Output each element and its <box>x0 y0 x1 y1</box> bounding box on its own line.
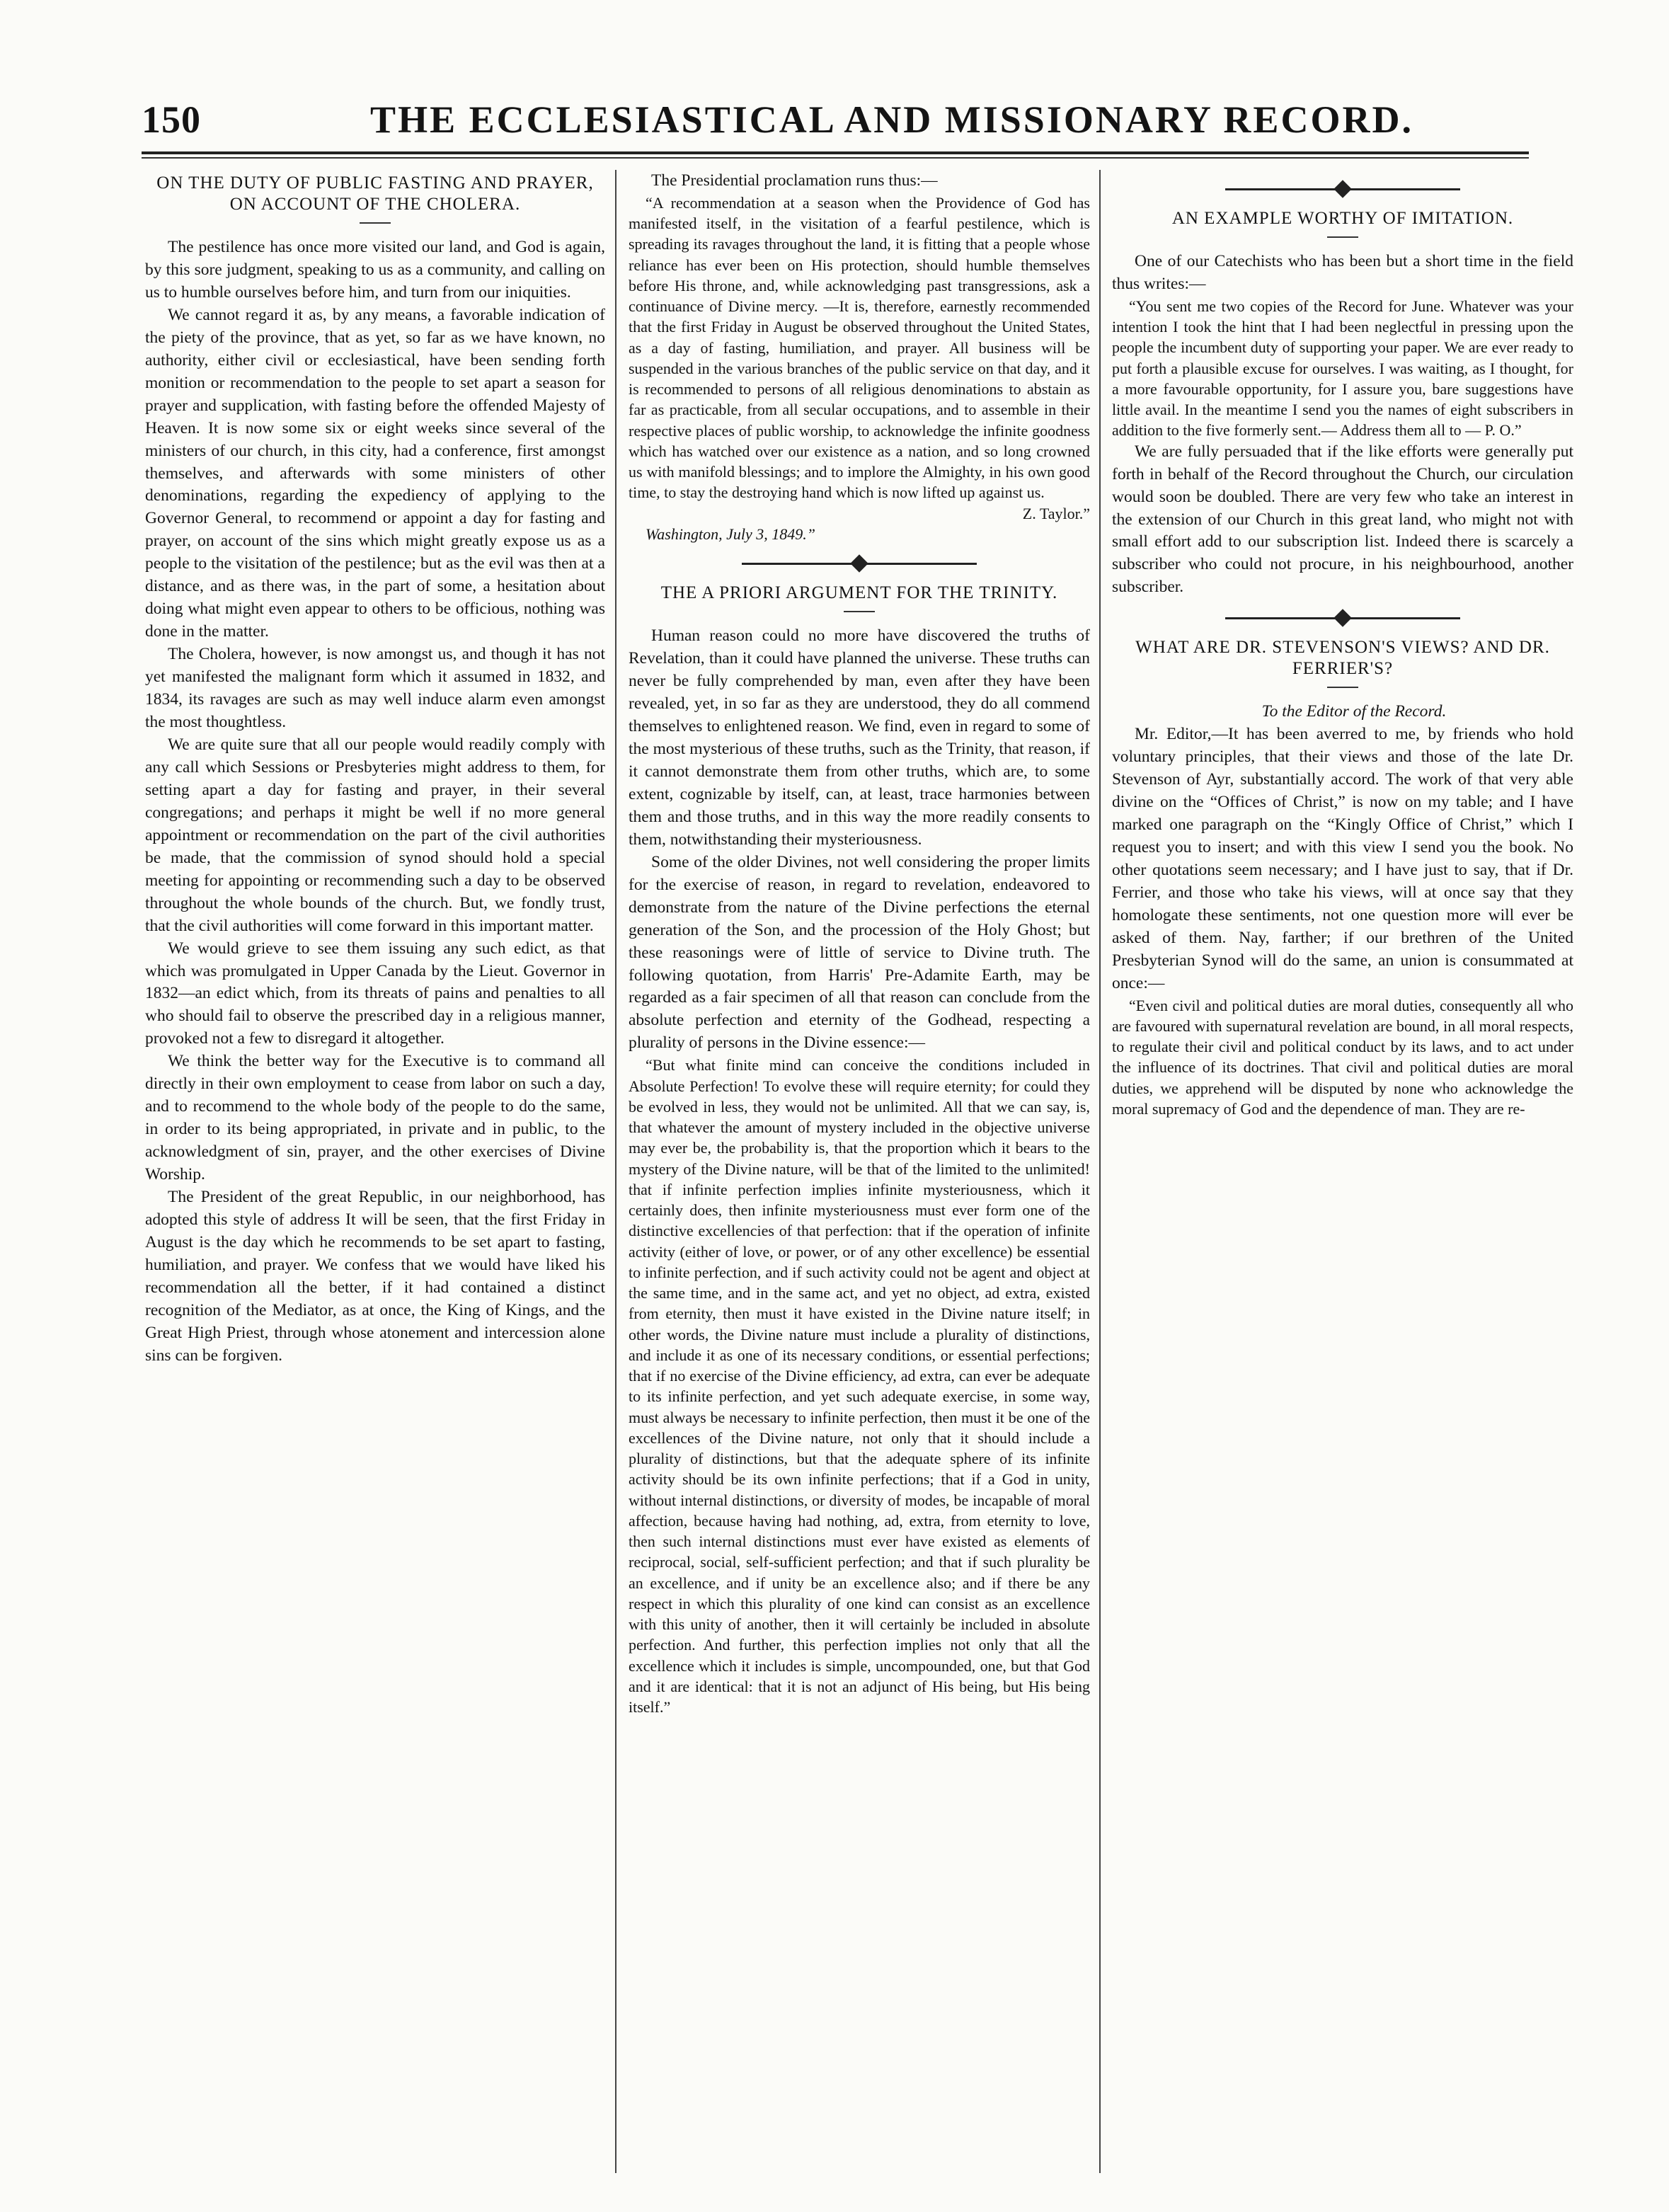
article-title-fasting: ON THE DUTY OF PUBLIC FASTING AND PRAYER, ON ACCOUNT OF THE CHOLERA. <box>156 173 594 214</box>
quote-paragraph: “You sent me two copies of the Record for June. Whatever was your intention I took the hint that I had been neglectful in pressing upon the people the incumbent duty of supporting your paper. We are ever ready to put forth a plausible excuse for ourselves. I was waiting, as I thought, for a more favourable opportunity, for I assure you, bare suggestions have little avail. In the meantime I send you the names of eight subscribers in addition to the five formerly sent.— Address them all to — P. O.” <box>1112 297 1573 440</box>
paragraph: We are fully persuaded that if the like efforts were generally put forth in behalf of the Record throughout the Church, our circulation would soon be doubled. There are very few who take an interest in the extension of our Church in this great land, who might not with small effort add to our subscription list. Indeed there is scarcely a subscriber who could not procure, in his neighbourhood, another subscriber. <box>1112 442 1573 597</box>
journal-title: THE ECCLESIASTICAL AND MISSIONARY RECORD. <box>370 98 1413 141</box>
paragraph: We think the better way for the Executive is to command all directly in their own employment to cease from labor on such a day, and to recommend to the whole body of the people to do the same, in order to its being appropriated, in private and in public, to the acknowledgment of sin, prayer, and the other exercises of Divine Worship. <box>145 1052 605 1184</box>
letter-salutation: To the Editor of the Record. <box>1261 702 1447 721</box>
header-rule-bottom <box>142 157 1529 159</box>
column-3 <box>1112 170 1573 2173</box>
quote-paragraph: “A recommendation at a season when the Providence of God has manifested itself, in the visitation of a fearful pestilence, which is spreading its ravages throughout the land, it is fitting that a people whose reliance has ever been on His protection, should humble themselves before His throne, and, while acknowledging past transgressions, ask a continuance of Divine mercy. —It is, therefore, earnestly recommended that the first Friday in August be observed throughout the United States, as a day of fasting, humiliation, and prayer. All business will be suspended in the various branches of the public service on that day, and it is recommended to persons of all religious denominations to abstain as far as practicable, from all secular occupations, and to assemble in their respective places of public worship, to acknowledge the infinite goodness which has watched over our existence as a nation, and so long crowned us with manifold blessings; and to implore the Almighty, in his own good time, to stay the destroying hand which is now lifted up against us. <box>629 193 1090 502</box>
paragraph: Some of the older Divines, not well considering the proper limits for the exercise of reason, in regard to revelation, endeavored to demonstrate from the nature of the Divine perfections the eternal generation of the Son, and the procession of the Holy Ghost; but these reasonings were of little of service to Divine truth. The following quotation, from Harris' Pre-Adamite Earth, may be regarded as a fair specimen of all that reason can conclude from the absolute perfection and eternity of the Godhead, respecting a plurality of persons in the Divine essence:— <box>629 852 1090 1053</box>
column-1 <box>145 170 605 2173</box>
title-dash <box>360 222 391 224</box>
section-separator <box>1112 607 1573 629</box>
quote-dateline: Washington, July 3, 1849.” <box>646 525 815 543</box>
title-dash <box>844 611 875 612</box>
page-number: 150 <box>142 98 201 141</box>
paragraph: The Cholera, however, is now amongst us, and though it has not yet manifested the malignant form which it assumed in 1832, and 1834, its ravages are such as may well induce alarm even amongst the most thoughtless. <box>145 645 605 732</box>
article-title-trinity: THE A PRIORI ARGUMENT FOR THE TRINITY. <box>660 583 1058 603</box>
column-divider-2 <box>1099 170 1101 2173</box>
paragraph: One of our Catechists who has been but a short time in the field thus writes:— <box>1112 252 1573 293</box>
quote-signature: Z. Taylor.” <box>1022 504 1090 522</box>
section-separator <box>629 553 1090 574</box>
title-dash <box>1327 236 1358 238</box>
paragraph: The Presidential proclamation runs thus:— <box>651 171 938 190</box>
section-separator <box>1112 178 1573 200</box>
paragraph: We are quite sure that all our people would readily comply with any call which Sessions or Presbyteries might address to them, for setting apart a day for fasting and prayer, in their several congregations; and perhaps it might be well if no more general appointment or recommendation on the part of the civil authorities be made, that the commission of synod should hold a special meeting for appointing or recommending such a day to be observed throughout the whole bounds of the church. But, we fondly trust, that the civil authorities will come forward in this important matter. <box>145 735 605 935</box>
paragraph: We would grieve to see them issuing any such edict, as that which was promulgated in Upper Canada by the Lieut. Governor in 1832—an edict which, from its threats of pains and penalties to all who should fail to observe the prescribed day in a religious manner, provoked not a few to disregard it altogether. <box>145 939 605 1048</box>
quote-paragraph: “But what finite mind can conceive the conditions included in Absolute Perfection! To evolve these will require eternity; for could they be evolved in less, they would not be unlimited. All that we can say, is, that whatever the amount of mystery included in the objective universe may ever be, the probability is, that the proportion which it bears to the mystery of the Divine nature, will be that of the limited to the unlimited! that if infinite perfection implies infinite mysteriousness, which it certainly does, then infinite mysteriousness must ever form one of the distinctive excellencies of that perfection: that if the operation of infinite activity (either of love, or power, or of any other excellence) be essential to infinite perfection, and if such activity could not be agent and object at the same time, and in the same act, and yet no object, ad extra, existed from eternity, then must it have existed in the Divine nature itself; in other words, the Divine nature must include a plurality of distinctions, and include it as one of its necessary conditions, or essential perfections; that if no exercise of the Divine efficiency, ad extra, can ever be adequate to its infinite perfection, and yet such adequate exercise, in some way, must always be necessary to infinite perfection, then must it be one of the excellences of the Divine nature, not only that it should include a plurality of distinctions, but that the adequate sphere of its infinite activity should be its own infinite perfections; that if a God in unity, without internal distinctions, or diversity of modes, be incapable of moral affection, because having had nothing, ad, extra, from eternity to love, then such internal distinctions must ever have existed as elements of reciprocal, social, self-sufficient perfection; and that if such plurality be an excellence, and if unity be an excellence also; and if there be any respect in which this plurality of one kind can consist as an excellence with this unity of another, then it will certainly be included in absolute perfection. And further, this perfection implies not only that all the excellence which it includes is simple, uncompounded, one, but that God and it are identical: that it is not an adjunct of His being, but His being itself.” <box>629 1056 1090 1717</box>
title-dash <box>1327 687 1358 688</box>
quote-paragraph: “Even civil and political duties are moral duties, consequently all who are favoured with supernatural revelation are bound, in all moral respects, to regulate their civil and political conduct by its laws, and to act under the influence of its doctrines. That civil and political duties are moral duties, we apprehend will be disputed by none who acknowledge the moral supremacy of God and the dependence of man. They are re- <box>1112 996 1573 1118</box>
stevenson-quote <box>1112 995 1573 1120</box>
paragraph: We cannot regard it as, by any means, a favorable indication of the piety of the province, that as yet, so far as we have known, no authority, either civil or ecclesiastical, have been sending forth monition or recommendation to the people to set apart a season for prayer and supplication, with fasting before the offended Majesty of Heaven. It is now some six or eight weeks since several of the ministers of our church, in this city, had a conference, first amongst themselves, and afterwards with some ministers of other denominations, regarding the expediency of applying to the Governor General, to recommend or appoint a day for fasting and prayer, on account of the sins which might greatly expose us as a people to the visitation of the pestilence; but as the evil was then at a distance, and as there was, in the part of some, a hesitation about doing what might even appear to others to be officious, nothing was done in the matter. <box>145 305 605 641</box>
paragraph: The pestilence has once more visited our land, and God is again, by this sore judgment, speaking to us as a community, and calling on us to humble ourselves before him, and turn from our iniquities. <box>145 238 605 302</box>
proclamation-quote <box>629 193 1090 544</box>
catechist-quote <box>1112 296 1573 441</box>
harris-quote <box>629 1055 1090 1717</box>
column-2 <box>629 170 1090 2173</box>
paragraph: Mr. Editor,—It has been averred to me, by friends who hold voluntary principles, that their views and those of the late Dr. Stevenson of Ayr, substantially accord. The work of that very able divine on the “Offices of Christ,” is now on my table; and I have marked one paragraph on the “Kingly Office of Christ,” which I request you to insert; and with this view I send you the book. No other quotations seem necessary; and I have just to say, that if Dr. Ferrier, and those who take his views, will at once say that they homologate these sentiments, not one question more will ever be asked of them. Nay, farther; if our brethren of the United Presbyterian Synod will do the same, an union is consummated at once:— <box>1112 725 1573 992</box>
paragraph: The President of the great Republic, in our neighborhood, has adopted this style of address It will be seen, that the first Friday in August is the day which he recommends to be set apart to fasting, humiliation, and prayer. We confess that we would have liked his recommendation all the better, if it had contained a distinct recognition of the Mediator, as at once, the King of Kings, and the Great High Priest, through whose atonement and intercession alone sins can be forgiven. <box>145 1188 605 1365</box>
article-title-stevenson: WHAT ARE DR. STEVENSON'S VIEWS? AND DR. FERRIER'S? <box>1135 638 1550 679</box>
column-divider-1 <box>615 170 616 2173</box>
header-rule-top <box>142 151 1529 154</box>
paragraph: Human reason could no more have discovered the truths of Revelation, than it could have planned the universe. These truths can never be fully comprehended by man, even after they have been revealed, yet, in so far as they are understood, they do all commend themselves to enlightened reason. We find, even in regard to some of the most mysterious of these truths, such as the Trinity, that reason, if it cannot demonstrate them from other truths, which are, to some extent, cognizable by itself, can, at least, trace harmonies between them and those truths, and in this way the more readily consents to them, notwithstanding their mysteriousness. <box>629 626 1090 849</box>
page-header <box>142 92 1529 149</box>
article-title-example: AN EXAMPLE WORTHY OF IMITATION. <box>1171 209 1514 228</box>
